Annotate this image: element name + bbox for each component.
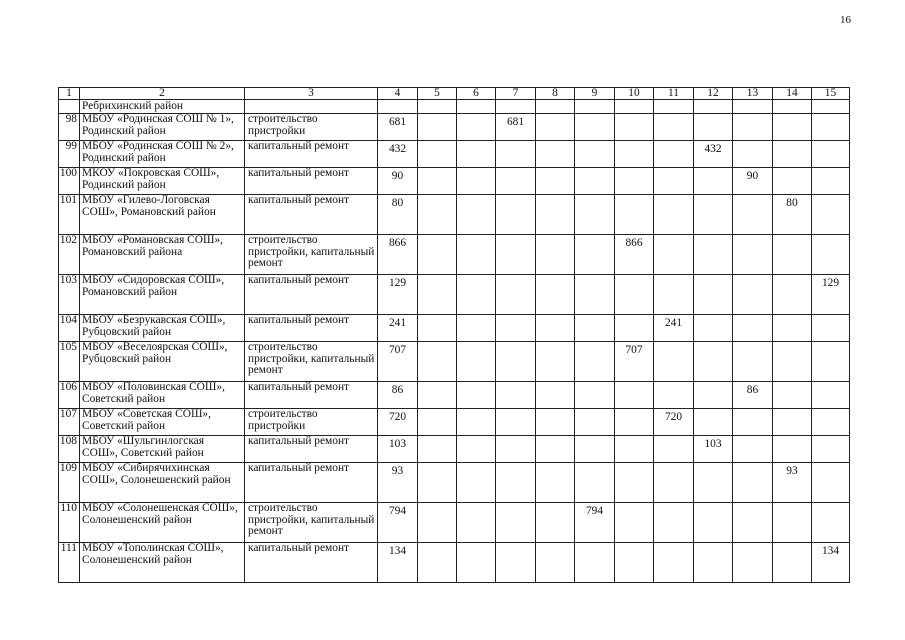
column-value bbox=[812, 235, 850, 275]
column-value: 103 bbox=[694, 436, 733, 463]
column-value bbox=[536, 436, 575, 463]
total-value: 134 bbox=[378, 543, 418, 583]
column-value bbox=[615, 315, 654, 342]
table-row bbox=[59, 409, 850, 436]
column-value bbox=[654, 275, 694, 315]
table-row bbox=[59, 195, 850, 235]
school-name: МКОУ «Покровская СОШ», Родинский район bbox=[80, 168, 245, 195]
column-value bbox=[615, 168, 654, 195]
row-number: 104 bbox=[59, 315, 80, 342]
column-value bbox=[812, 503, 850, 543]
row-number: 99 bbox=[59, 141, 80, 168]
row-number: 108 bbox=[59, 436, 80, 463]
school-name: МБОУ «Сибирячихинская СОШ», Солонешенский район bbox=[80, 463, 245, 503]
column-value bbox=[536, 382, 575, 409]
row-number: 103 bbox=[59, 275, 80, 315]
school-name: МБОУ «Родинская СОШ № 2», Родинский район bbox=[80, 141, 245, 168]
work-type: капитальный ремонт bbox=[245, 382, 378, 409]
column-value bbox=[773, 114, 812, 141]
column-value bbox=[812, 409, 850, 436]
total-value: 103 bbox=[378, 436, 418, 463]
work-type: строительство пристройки, капитальный ремонт bbox=[245, 342, 378, 382]
school-name: МБОУ «Романовская СОШ», Романовский района bbox=[80, 235, 245, 275]
column-value bbox=[694, 114, 733, 141]
column-value: 90 bbox=[733, 168, 773, 195]
column-value: 707 bbox=[615, 342, 654, 382]
column-value bbox=[615, 409, 654, 436]
column-value bbox=[575, 168, 615, 195]
column-value bbox=[733, 141, 773, 168]
column-value bbox=[773, 275, 812, 315]
column-value bbox=[496, 275, 536, 315]
table-row bbox=[59, 503, 850, 543]
column-header: 6 bbox=[457, 88, 496, 100]
work-type: капитальный ремонт bbox=[245, 315, 378, 342]
column-value bbox=[773, 503, 812, 543]
column-value: 129 bbox=[812, 275, 850, 315]
column-value bbox=[812, 168, 850, 195]
column-value bbox=[733, 503, 773, 543]
column-value bbox=[773, 382, 812, 409]
column-value bbox=[457, 114, 496, 141]
total-value: 129 bbox=[378, 275, 418, 315]
column-value: 432 bbox=[694, 141, 733, 168]
column-value bbox=[615, 463, 654, 503]
column-value bbox=[457, 315, 496, 342]
column-value bbox=[575, 315, 615, 342]
column-header: 13 bbox=[733, 88, 773, 100]
row-number: 107 bbox=[59, 409, 80, 436]
column-value bbox=[733, 436, 773, 463]
column-value bbox=[773, 543, 812, 583]
total-value: 432 bbox=[378, 141, 418, 168]
column-value bbox=[457, 141, 496, 168]
column-value bbox=[812, 114, 850, 141]
column-header: 11 bbox=[654, 88, 694, 100]
row-number: 101 bbox=[59, 195, 80, 235]
column-value bbox=[654, 503, 694, 543]
column-value bbox=[536, 275, 575, 315]
column-header: 1 bbox=[59, 88, 80, 100]
column-value bbox=[615, 275, 654, 315]
column-value bbox=[575, 195, 615, 235]
column-value bbox=[615, 382, 654, 409]
column-value bbox=[496, 409, 536, 436]
column-value bbox=[418, 503, 457, 543]
header-row bbox=[59, 88, 850, 100]
school-name: МБОУ «Родинская СОШ № 1», Родинский район bbox=[80, 114, 245, 141]
column-value bbox=[654, 114, 694, 141]
column-value bbox=[812, 141, 850, 168]
column-value bbox=[773, 141, 812, 168]
column-value bbox=[575, 114, 615, 141]
column-value bbox=[615, 436, 654, 463]
column-header: 15 bbox=[812, 88, 850, 100]
column-value bbox=[457, 275, 496, 315]
column-value bbox=[654, 436, 694, 463]
table-row bbox=[59, 382, 850, 409]
column-value bbox=[575, 436, 615, 463]
column-value bbox=[615, 195, 654, 235]
column-value bbox=[496, 463, 536, 503]
column-value bbox=[733, 235, 773, 275]
column-value bbox=[457, 436, 496, 463]
column-value bbox=[457, 409, 496, 436]
table-row bbox=[59, 114, 850, 141]
column-value bbox=[812, 195, 850, 235]
column-value bbox=[496, 342, 536, 382]
row-number: 100 bbox=[59, 168, 80, 195]
column-value bbox=[418, 436, 457, 463]
column-value bbox=[733, 543, 773, 583]
column-value bbox=[733, 114, 773, 141]
school-name: МБОУ «Солонешенская СОШ», Солонешенский район bbox=[80, 503, 245, 543]
column-value bbox=[733, 275, 773, 315]
column-value bbox=[418, 235, 457, 275]
column-value bbox=[418, 463, 457, 503]
column-value bbox=[536, 114, 575, 141]
column-value bbox=[536, 141, 575, 168]
column-value bbox=[694, 168, 733, 195]
column-value bbox=[654, 195, 694, 235]
table-row bbox=[59, 141, 850, 168]
column-header: 3 bbox=[245, 88, 378, 100]
school-name: МБОУ «Тополинская СОШ», Солонешенский район bbox=[80, 543, 245, 583]
column-value bbox=[694, 235, 733, 275]
column-value bbox=[773, 168, 812, 195]
column-header: 4 bbox=[378, 88, 418, 100]
total-value: 80 bbox=[378, 195, 418, 235]
column-value bbox=[496, 436, 536, 463]
school-name: МБОУ «Шульгинлогская СОШ», Советский район bbox=[80, 436, 245, 463]
column-value bbox=[575, 342, 615, 382]
row-number: 98 bbox=[59, 114, 80, 141]
total-value: 93 bbox=[378, 463, 418, 503]
column-value bbox=[615, 543, 654, 583]
column-value bbox=[575, 463, 615, 503]
column-value bbox=[575, 543, 615, 583]
column-value: 681 bbox=[496, 114, 536, 141]
column-value bbox=[654, 382, 694, 409]
column-value bbox=[654, 141, 694, 168]
column-value bbox=[418, 543, 457, 583]
column-value bbox=[615, 141, 654, 168]
total-value: 707 bbox=[378, 342, 418, 382]
work-type: капитальный ремонт bbox=[245, 436, 378, 463]
column-value bbox=[536, 195, 575, 235]
column-value bbox=[694, 342, 733, 382]
work-type: капитальный ремонт bbox=[245, 543, 378, 583]
column-value bbox=[575, 141, 615, 168]
column-value bbox=[418, 195, 457, 235]
column-value bbox=[575, 409, 615, 436]
table-row bbox=[59, 235, 850, 275]
column-value bbox=[536, 463, 575, 503]
column-value bbox=[733, 342, 773, 382]
column-value bbox=[496, 195, 536, 235]
column-value bbox=[654, 235, 694, 275]
table-row bbox=[59, 463, 850, 503]
column-value bbox=[418, 141, 457, 168]
column-value bbox=[457, 235, 496, 275]
column-value bbox=[418, 168, 457, 195]
column-value bbox=[496, 543, 536, 583]
column-value bbox=[457, 342, 496, 382]
table-row bbox=[59, 315, 850, 342]
table-row bbox=[59, 342, 850, 382]
column-value: 86 bbox=[733, 382, 773, 409]
total-value: 90 bbox=[378, 168, 418, 195]
column-value bbox=[536, 503, 575, 543]
column-value bbox=[694, 382, 733, 409]
column-value bbox=[773, 235, 812, 275]
column-value bbox=[733, 315, 773, 342]
column-value bbox=[418, 275, 457, 315]
column-value bbox=[457, 503, 496, 543]
school-name: МБОУ «Веселоярская СОШ», Рубцовский район bbox=[80, 342, 245, 382]
column-value bbox=[654, 463, 694, 503]
column-header: 5 bbox=[418, 88, 457, 100]
row-number: 102 bbox=[59, 235, 80, 275]
column-header: 10 bbox=[615, 88, 654, 100]
column-value bbox=[615, 503, 654, 543]
column-value bbox=[733, 463, 773, 503]
column-value bbox=[812, 315, 850, 342]
school-name: МБОУ «Половинская СОШ», Советский район bbox=[80, 382, 245, 409]
work-type: капитальный ремонт bbox=[245, 195, 378, 235]
work-type: строительство пристройки, капитальный ремонт bbox=[245, 235, 378, 275]
column-header: 9 bbox=[575, 88, 615, 100]
column-value bbox=[694, 315, 733, 342]
total-value: 866 bbox=[378, 235, 418, 275]
column-header: 12 bbox=[694, 88, 733, 100]
column-value bbox=[536, 315, 575, 342]
work-type: капитальный ремонт bbox=[245, 141, 378, 168]
investment-table bbox=[58, 87, 850, 583]
column-value bbox=[733, 409, 773, 436]
total-value: 720 bbox=[378, 409, 418, 436]
column-value bbox=[496, 235, 536, 275]
total-value: 681 bbox=[378, 114, 418, 141]
row-number: 106 bbox=[59, 382, 80, 409]
column-value bbox=[536, 543, 575, 583]
column-value bbox=[418, 342, 457, 382]
column-value bbox=[575, 235, 615, 275]
work-type: строительство пристройки bbox=[245, 114, 378, 141]
column-value bbox=[694, 195, 733, 235]
column-value bbox=[773, 342, 812, 382]
column-value bbox=[773, 436, 812, 463]
column-header: 8 bbox=[536, 88, 575, 100]
total-value: 794 bbox=[378, 503, 418, 543]
column-value: 720 bbox=[654, 409, 694, 436]
column-value bbox=[812, 436, 850, 463]
column-value bbox=[457, 168, 496, 195]
work-type: строительство пристройки, капитальный ремонт bbox=[245, 503, 378, 543]
school-name: МБОУ «Гилево-Логовская СОШ», Романовский район bbox=[80, 195, 245, 235]
column-value bbox=[694, 543, 733, 583]
work-type: строительство пристройки bbox=[245, 409, 378, 436]
district-row bbox=[59, 100, 850, 114]
row-number: 111 bbox=[59, 543, 80, 583]
row-number: 110 bbox=[59, 503, 80, 543]
column-value bbox=[812, 342, 850, 382]
column-value bbox=[733, 195, 773, 235]
work-type: капитальный ремонт bbox=[245, 463, 378, 503]
column-value bbox=[694, 503, 733, 543]
column-value bbox=[575, 382, 615, 409]
column-value bbox=[812, 463, 850, 503]
row-number: 105 bbox=[59, 342, 80, 382]
column-value bbox=[418, 382, 457, 409]
row-number: 109 bbox=[59, 463, 80, 503]
school-name: МБОУ «Советская СОШ», Советский район bbox=[80, 409, 245, 436]
column-value bbox=[457, 195, 496, 235]
column-value: 241 bbox=[654, 315, 694, 342]
column-value bbox=[457, 543, 496, 583]
total-value: 241 bbox=[378, 315, 418, 342]
column-value bbox=[496, 382, 536, 409]
column-value bbox=[773, 409, 812, 436]
column-value bbox=[418, 315, 457, 342]
column-value bbox=[418, 409, 457, 436]
table-row bbox=[59, 543, 850, 583]
column-value bbox=[536, 168, 575, 195]
district-name: Ребрихинский район bbox=[80, 100, 245, 114]
column-value: 794 bbox=[575, 503, 615, 543]
column-value bbox=[694, 409, 733, 436]
column-value bbox=[496, 168, 536, 195]
district-row-number bbox=[59, 100, 80, 114]
work-type: капитальный ремонт bbox=[245, 168, 378, 195]
column-value bbox=[773, 315, 812, 342]
table-body bbox=[59, 100, 850, 583]
page-number: 16 bbox=[840, 14, 851, 26]
table-row bbox=[59, 168, 850, 195]
work-type: капитальный ремонт bbox=[245, 275, 378, 315]
column-value: 93 bbox=[773, 463, 812, 503]
table-row bbox=[59, 275, 850, 315]
table-row bbox=[59, 436, 850, 463]
column-value bbox=[575, 275, 615, 315]
column-value bbox=[694, 275, 733, 315]
column-value: 134 bbox=[812, 543, 850, 583]
column-value bbox=[654, 543, 694, 583]
column-value bbox=[496, 141, 536, 168]
column-value bbox=[536, 342, 575, 382]
column-header: 2 bbox=[80, 88, 245, 100]
column-value bbox=[496, 503, 536, 543]
column-value bbox=[615, 114, 654, 141]
column-value bbox=[496, 315, 536, 342]
column-value: 80 bbox=[773, 195, 812, 235]
column-header: 7 bbox=[496, 88, 536, 100]
school-name: МБОУ «Безрукавская СОШ», Рубцовский район bbox=[80, 315, 245, 342]
column-value bbox=[536, 235, 575, 275]
column-value bbox=[694, 463, 733, 503]
total-value: 86 bbox=[378, 382, 418, 409]
column-value bbox=[812, 382, 850, 409]
column-value bbox=[457, 463, 496, 503]
column-value: 866 bbox=[615, 235, 654, 275]
school-name: МБОУ «Сидоровская СОШ», Романовский район bbox=[80, 275, 245, 315]
column-value bbox=[654, 342, 694, 382]
column-value bbox=[457, 382, 496, 409]
column-value bbox=[536, 409, 575, 436]
column-value bbox=[418, 114, 457, 141]
column-value bbox=[654, 168, 694, 195]
column-header: 14 bbox=[773, 88, 812, 100]
